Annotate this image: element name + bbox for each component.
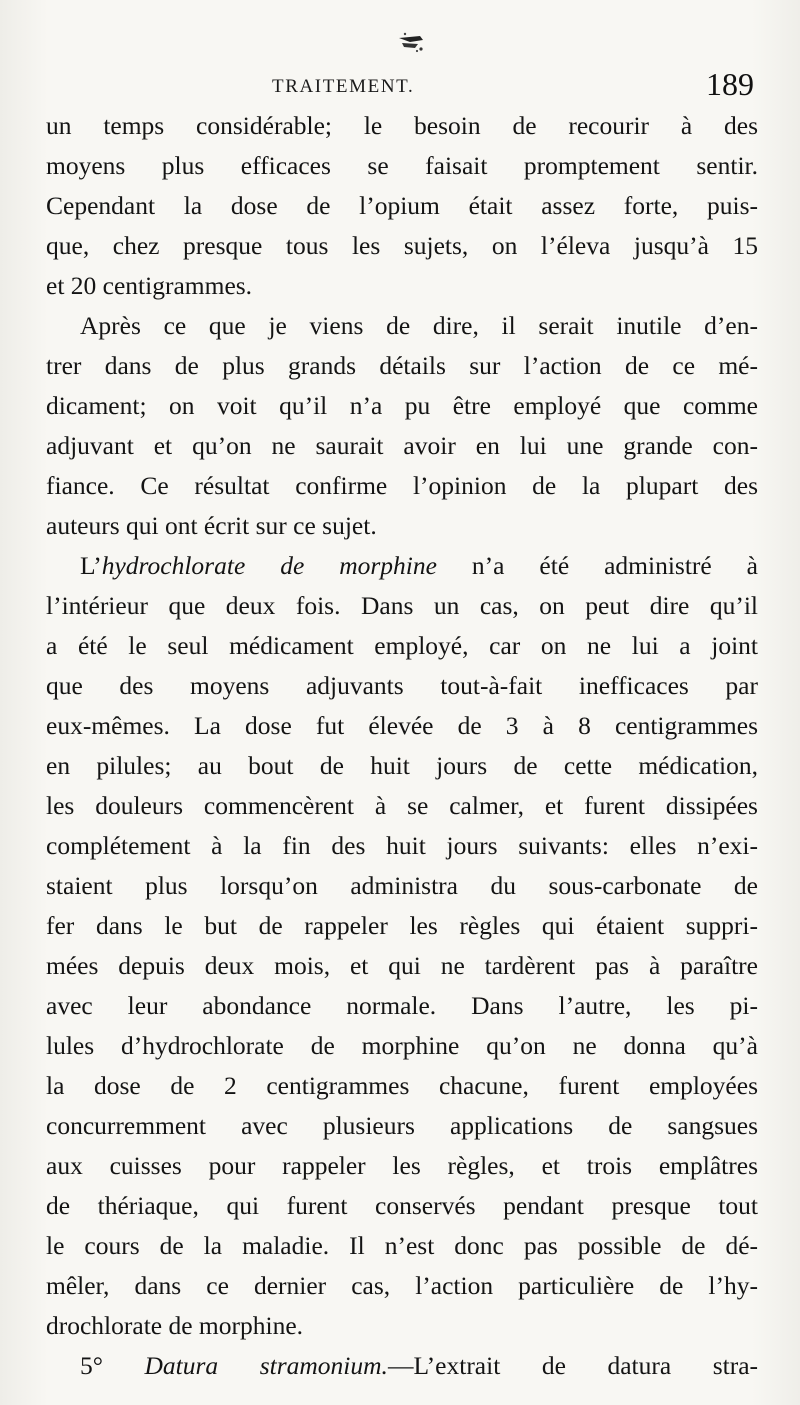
paragraph-first-line: Après ce que je viens de dire, il serait inutile d’en- xyxy=(80,311,758,340)
text-line: le cours de la maladie. Il n’est donc pas possible de dé- xyxy=(46,1231,758,1260)
text-line: fiance. Ce résultat confirme l’opinion de la plupart des xyxy=(46,471,758,500)
text-line: que des moyens adjuvants tout-à-fait inefficaces par xyxy=(46,671,758,700)
text-line: trer dans de plus grands détails sur l’action de ce mé- xyxy=(46,351,758,380)
text-line: la dose de 2 centigrammes chacune, furent employées xyxy=(46,1071,758,1100)
text-line: Cependant la dose de l’opium était assez forte, puis- xyxy=(46,191,758,220)
text-line: de thériaque, qui furent conservés pendant presque tout xyxy=(46,1191,758,1220)
text-line: et 20 centigrammes. xyxy=(46,271,253,300)
text-line: aux cuisses pour rappeler les règles, et trois emplâtres xyxy=(46,1151,758,1180)
text-line: complétement à la fin des huit jours suivants: elles n’exi- xyxy=(46,831,758,860)
text-line: concurremment avec plusieurs applications de sangsues xyxy=(46,1111,758,1140)
text-line: adjuvant et qu’on ne saurait avoir en lui une grande con- xyxy=(46,431,758,460)
text-line: un temps considérable; le besoin de recourir à des xyxy=(46,111,758,140)
italic-term: hydrochlorate de morphine xyxy=(101,551,437,580)
section-heading-line xyxy=(46,1346,758,1386)
italic-term: Datura stramonium. xyxy=(144,1351,388,1380)
text-line: dicament; on voit qu’il n’a pu être employé que comme xyxy=(46,391,758,420)
line-suffix: n’a été administré à xyxy=(436,551,758,580)
page-number: 189 xyxy=(706,66,754,102)
text-line: mées depuis deux mois, et qui ne tardèrent pas à paraître xyxy=(46,951,758,980)
running-head xyxy=(0,66,800,106)
text-line: auteurs qui ont écrit sur ce sujet. xyxy=(46,511,377,540)
text-line: a été le seul médicament employé, car on ne lui a joint xyxy=(46,631,758,660)
text-line: lules d’hydrochlorate de morphine qu’on ne donna qu’à xyxy=(46,1031,758,1060)
text-line: l’intérieur que deux fois. Dans un cas, on peut dire qu’il xyxy=(46,591,758,620)
text-line: en pilules; au bout de huit jours de cette médication, xyxy=(46,751,758,780)
line-prefix: L’ xyxy=(80,551,102,580)
text-line: les douleurs commencèrent à se calmer, et furent dissipées xyxy=(46,791,758,820)
text-line: eux-mêmes. La dose fut élevée de 3 à 8 centigrammes xyxy=(46,711,758,740)
text-line: fer dans le but de rappeler les règles qui étaient suppri- xyxy=(46,911,758,940)
text-line: mêler, dans ce dernier cas, l’action particulière de l’hy- xyxy=(46,1271,758,1300)
printer-ornament-icon xyxy=(396,32,426,54)
text-line: drochlorate de morphine. xyxy=(46,1311,304,1340)
text-line: que, chez presque tous les sujets, on l’éleva jusqu’à 15 xyxy=(46,231,758,260)
line-suffix: —L’extrait de datura stra- xyxy=(387,1351,758,1380)
body-text xyxy=(46,106,758,1386)
text-line: staient plus lorsqu’on administra du sous-carbonate de xyxy=(46,871,758,900)
line-prefix: 5° xyxy=(80,1351,145,1380)
text-line: moyens plus efficaces se faisait promptement sentir. xyxy=(46,151,758,180)
paragraph-first-line xyxy=(46,546,758,586)
text-line: avec leur abondance normale. Dans l’autre, les pi- xyxy=(46,991,758,1020)
running-title: TRAITEMENT. xyxy=(272,76,415,97)
